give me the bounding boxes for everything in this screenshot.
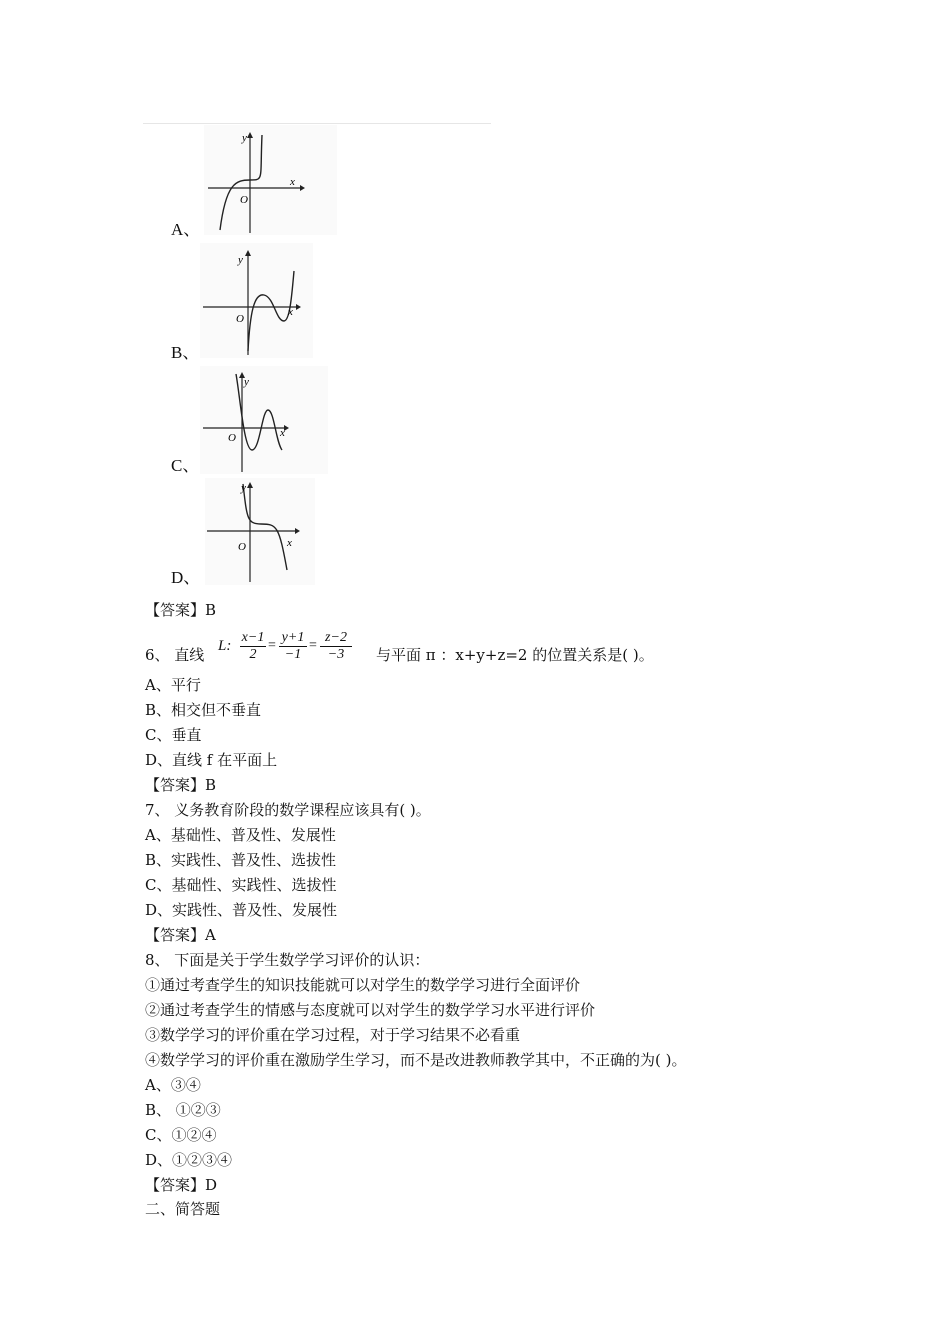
section-heading-short-answer: 二、简答题 <box>145 1200 221 1218</box>
q6-answer: 【答案】B <box>145 776 217 794</box>
q7-option-d: D、实践性、普及性、发展性 <box>145 901 338 919</box>
line-equation-formula: L: $\frac{x-1}{2}$ = $\frac{y+1}{-1}$ = $\frac{z-2}{-3}$ <box>218 628 363 666</box>
q8-answer: 【答案】D <box>145 1176 218 1194</box>
q8-statement-1: ①通过考查学生的知识技能就可以对学生的数学学习进行全面评价 <box>145 976 581 994</box>
q5-answer: 【答案】B <box>145 601 217 619</box>
graph-c-x-label: x <box>280 427 285 439</box>
graph-a-x-label: x <box>290 176 295 188</box>
q6-option-a: A、平行 <box>145 676 201 694</box>
q8-option-a: A、③④ <box>145 1076 201 1094</box>
graph-d <box>205 478 315 585</box>
option-c-label: C、 <box>171 456 200 475</box>
graph-d-x-label: x <box>287 537 292 549</box>
top-divider <box>143 123 491 124</box>
q8-stem: 8、 下面是关于学生数学学习评价的认识： <box>145 951 430 969</box>
q6-option-d: D、直线 f 在平面上 <box>145 751 278 769</box>
frac-x: $\frac{x-1}{2}$ <box>241 630 265 662</box>
graph-d-origin-label: O <box>238 541 246 553</box>
q6-suffix: 与平面 π ：x+y+z=2 的位置关系是( )。 <box>376 646 654 664</box>
option-a-label: A、 <box>171 220 201 239</box>
graph-b-origin-label: O <box>236 313 244 325</box>
graph-b-y-label: y <box>238 254 243 266</box>
graph-c-origin-label: O <box>228 432 236 444</box>
graph-a <box>204 125 337 235</box>
q8-option-b: B、 ①②③ <box>145 1101 221 1119</box>
graph-b <box>200 243 313 358</box>
q6-option-c: C、垂直 <box>145 726 202 744</box>
option-d-label: D、 <box>171 568 201 587</box>
q7-option-c: C、基础性、实践性、选拔性 <box>145 876 337 894</box>
q7-option-b: B、实践性、普及性、选拔性 <box>145 851 337 869</box>
frac-z: $\frac{z-2}{-3}$ <box>320 630 352 663</box>
graph-a-origin-label: O <box>240 194 248 206</box>
graph-c <box>200 366 328 474</box>
q7-answer: 【答案】A <box>145 926 216 944</box>
q8-option-c: C、①②④ <box>145 1126 217 1144</box>
q8-statement-4: ④数学学习的评价重在激励学生学习，而不是改进教师教学其中，不正确的为( )。 <box>145 1051 687 1069</box>
option-b-label: B、 <box>171 343 200 362</box>
q6-option-b: B、相交但不垂直 <box>145 701 262 719</box>
formula-l: L: <box>218 638 232 654</box>
graph-b-x-label: x <box>288 306 293 318</box>
q8-statement-2: ②通过考查学生的情感与态度就可以对学生的数学学习水平进行评价 <box>145 1001 596 1019</box>
q6-prefix: 6、 直线 <box>145 646 205 664</box>
q8-option-d: D、①②③④ <box>145 1151 233 1169</box>
graph-c-y-label: y <box>244 376 249 388</box>
graph-a-y-label: y <box>242 132 247 144</box>
q7-stem: 7、 义务教育阶段的数学课程应该具有( )。 <box>145 801 431 819</box>
frac-y: $\frac{y+1}{-1}$ <box>279 630 307 663</box>
q7-option-a: A、基础性、普及性、发展性 <box>145 826 336 844</box>
graph-d-y-label: y <box>241 482 246 494</box>
q8-statement-3: ③数学学习的评价重在学习过程，对于学习结果不必看重 <box>145 1026 521 1044</box>
